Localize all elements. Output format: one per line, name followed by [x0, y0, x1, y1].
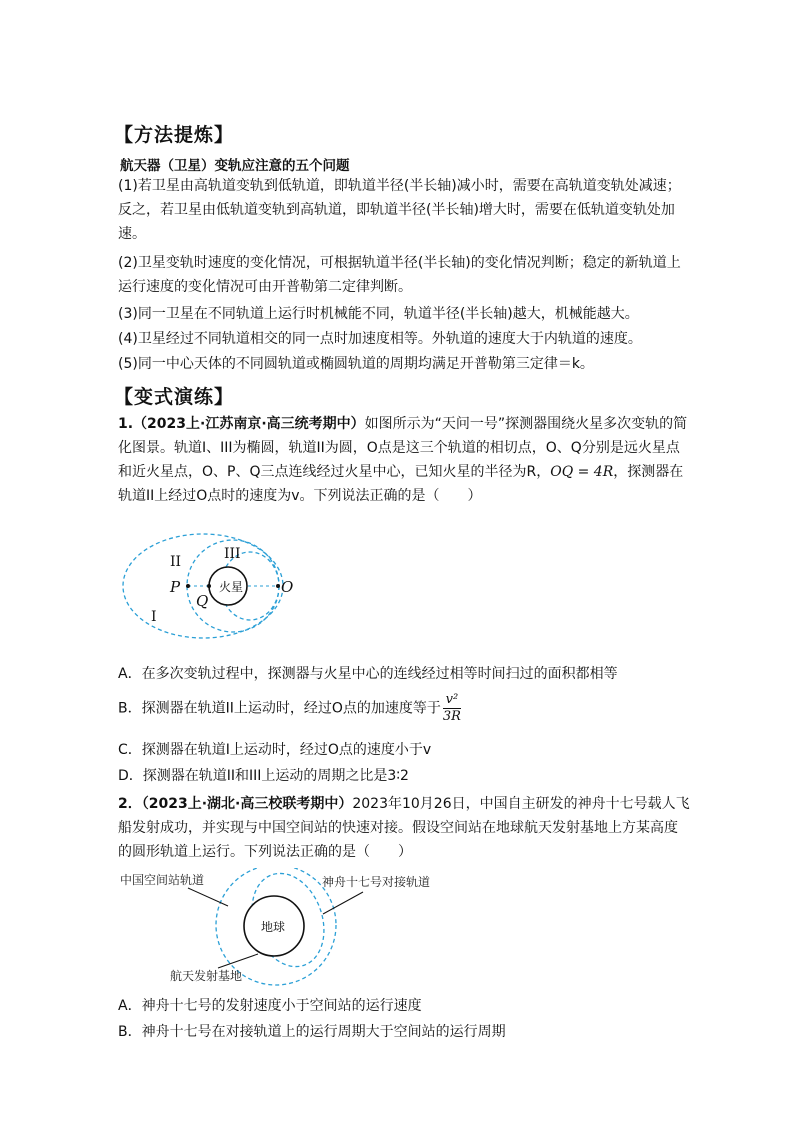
station-orbit-label: 中国空间站轨道: [120, 873, 205, 887]
docking-orbit-pointer: [323, 892, 363, 914]
question-2-text: 2023年10月26日，中国自主研发的神舟十七号载人飞船发射成功，并实现与中国空间站的快速对接。假设空间站在地球航天发射基地上方某高度的圆形轨道上运行。下列说法正确的是（ ）: [118, 796, 690, 860]
fraction-numerator: v²: [443, 692, 461, 709]
station-orbit-pointer: [188, 888, 228, 906]
label-I: I: [151, 609, 157, 625]
label-III: III: [224, 546, 241, 562]
question-1-option-b: [118, 692, 461, 725]
practice-heading: 【变式演练】: [114, 386, 235, 408]
point-P: [186, 584, 190, 588]
orbit-diagram-earth: [118, 868, 458, 986]
option-b-text: B．探测器在轨道II上运动时，经过O点的加速度等于: [118, 700, 441, 717]
label-P: P: [170, 578, 181, 596]
fraction-v2-3R: [443, 692, 461, 725]
method-point-3: (3)同一卫星在不同轨道上运行时机械能不同，轨道半径(半长轴)越大，机械能越大。: [118, 306, 639, 322]
mars-label: 火星: [219, 580, 244, 594]
label-Q: Q: [196, 592, 209, 610]
method-point-1: (1)若卫星由高轨道变轨到低轨道，即轨道半径(半长轴)减小时，需要在高轨道变轨处减速；反之，若卫星由低轨道变轨到高轨道，即轨道半径(半长轴)增大时，需要在低轨道变轨处加速。: [118, 178, 681, 242]
docking-orbit-label: 神舟十七号对接轨道: [322, 875, 431, 889]
question-2-stem: [118, 792, 690, 864]
base-label: 航天发射基地: [170, 969, 243, 983]
earth-label: 地球: [261, 920, 286, 934]
question-2-source: 2．（2023上·湖北·高三校联考期中）: [118, 796, 353, 812]
method-subtitle: 航天器（卫星）变轨应注意的五个问题: [120, 158, 350, 174]
method-point-2: (2)卫星变轨时速度的变化情况，可根据轨道半径(半长轴)的变化情况判断；稳定的新轨道上运行速度的变化情况可由开普勒第二定律判断。: [118, 255, 681, 295]
question-1-source: 1.（2023上·江苏南京·高三统考期中）: [118, 416, 365, 432]
point-Q: [207, 584, 211, 588]
question-1-stem: [118, 412, 690, 508]
question-1-option-c: C．探测器在轨道I上运动时，经过O点的速度小于v: [118, 742, 432, 758]
point-O: [276, 584, 280, 588]
question-1-text: 如图所示为“天问一号”探测器围绕火星多次变轨的简化图景。轨道I、III为椭圆，轨道II为圆，O点是这三个轨道的相切点，O、Q分别是远火星点和近火星点，O、P、Q三点连线经过火星中心，已知火星的半径为R，: [118, 416, 688, 480]
question-2-option-a: A．神舟十七号的发射速度小于空间站的运行速度: [118, 998, 422, 1014]
fraction-denominator: 3R: [442, 709, 461, 724]
label-II: II: [170, 554, 182, 570]
label-O: O: [281, 578, 294, 596]
question-1-option-a: A．在多次变轨过程中，探测器与火星中心的连线经过相等时间扫过的面积都相等: [118, 666, 618, 682]
question-2-option-b: B．神舟十七号在对接轨道上的运行周期大于空间站的运行周期: [118, 1024, 506, 1040]
question-1-option-d: D．探测器在轨道II和III上运动的周期之比是3∶2: [118, 768, 409, 784]
method-heading: 【方法提炼】: [114, 124, 235, 146]
method-point-5: (5)同一中心天体的不同圆轨道或椭圆轨道的周期均满足开普勒第三定律＝k。: [118, 356, 594, 372]
question-1-formula: OQ = 4R: [550, 464, 614, 480]
orbit-diagram-mars: [118, 530, 318, 642]
method-point-4: (4)卫星经过不同轨道相交的同一点时加速度相等。外轨道的速度大于内轨道的速度。: [118, 331, 642, 347]
question-1-text-b: ，探测器在轨道II上经过O点时的速度为v。下列说法正确的是（ ）: [118, 464, 684, 504]
